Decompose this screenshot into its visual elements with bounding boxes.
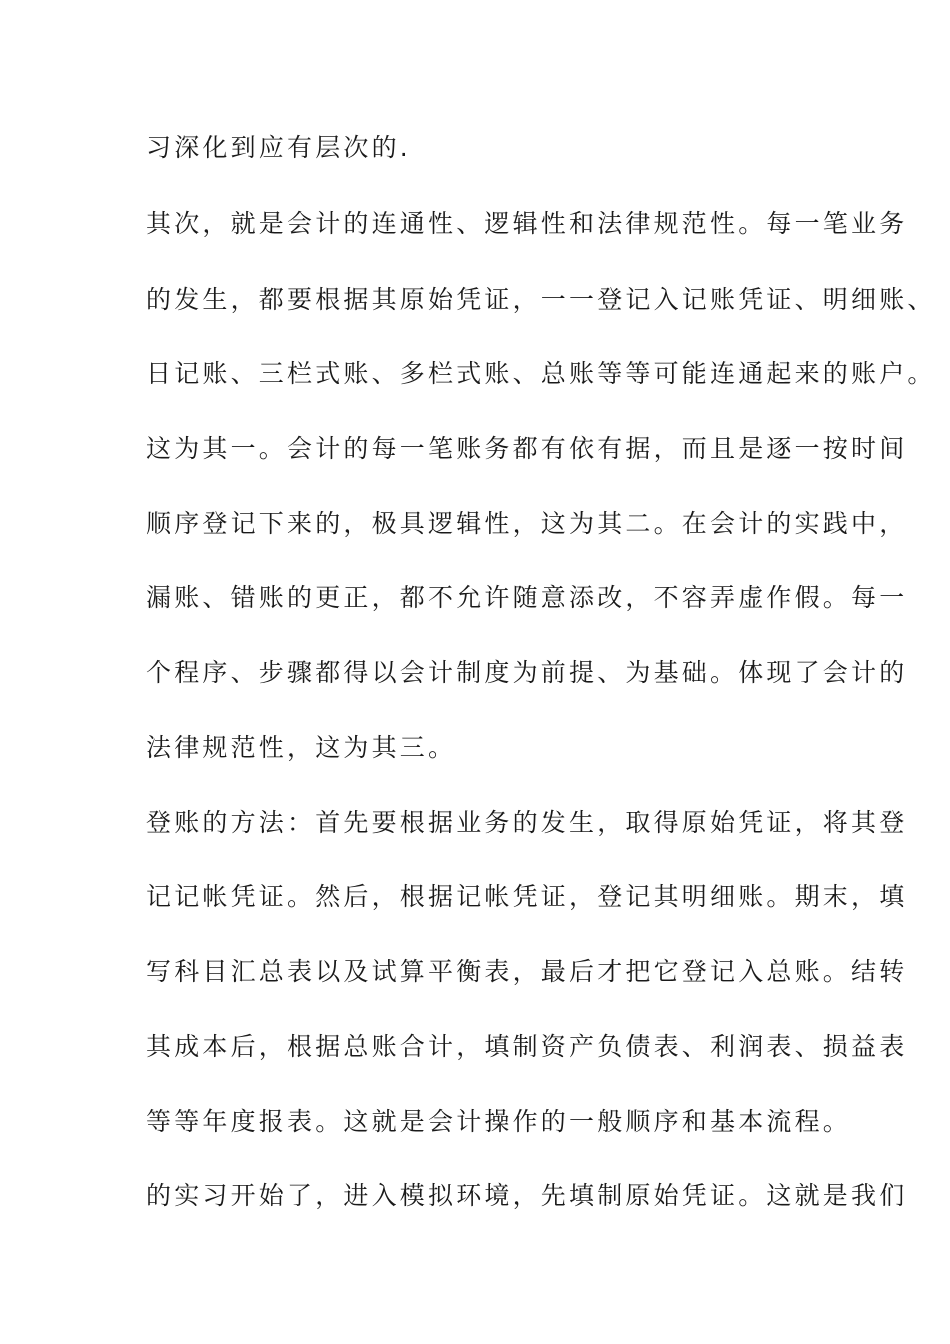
text-line-1: 习深化到应有层次的. [146, 133, 411, 162]
text-line-15: 的实习开始了，进入模拟环境，先填制原始凭证。这就是我们 [146, 1181, 908, 1210]
text-line-8: 个程序、步骤都得以会计制度为前提、为基础。体现了会计的 [146, 658, 908, 687]
text-line-7: 漏账、错账的更正，都不允许随意添改，不容弄虚作假。每一 [146, 583, 908, 612]
text-line-3: 的发生，都要根据其原始凭证，一一登记入记账凭证、明细账、 [146, 285, 936, 314]
text-line-11: 记记帐凭证。然后，根据记帐凭证，登记其明细账。期末，填 [146, 882, 908, 911]
text-line-12: 写科目汇总表以及试算平衡表，最后才把它登记入总账。结转 [146, 957, 908, 986]
text-line-13: 其成本后，根据总账合计，填制资产负债表、利润表、损益表 [146, 1032, 908, 1061]
text-line-5: 这为其一。会计的每一笔账务都有依有据，而且是逐一按时间 [146, 434, 908, 463]
text-line-6: 顺序登记下来的，极具逻辑性，这为其二。在会计的实践中， [146, 509, 908, 538]
text-line-4: 日记账、三栏式账、多栏式账、总账等等可能连通起来的账户。 [146, 359, 936, 388]
text-line-9: 法律规范性，这为其三。 [146, 733, 457, 762]
text-line-10: 登账的方法：首先要根据业务的发生，取得原始凭证，将其登 [146, 808, 908, 837]
text-line-14: 等等年度报表。这就是会计操作的一般顺序和基本流程。 [146, 1107, 852, 1136]
text-line-2: 其次，就是会计的连通性、逻辑性和法律规范性。每一笔业务 [146, 209, 908, 238]
